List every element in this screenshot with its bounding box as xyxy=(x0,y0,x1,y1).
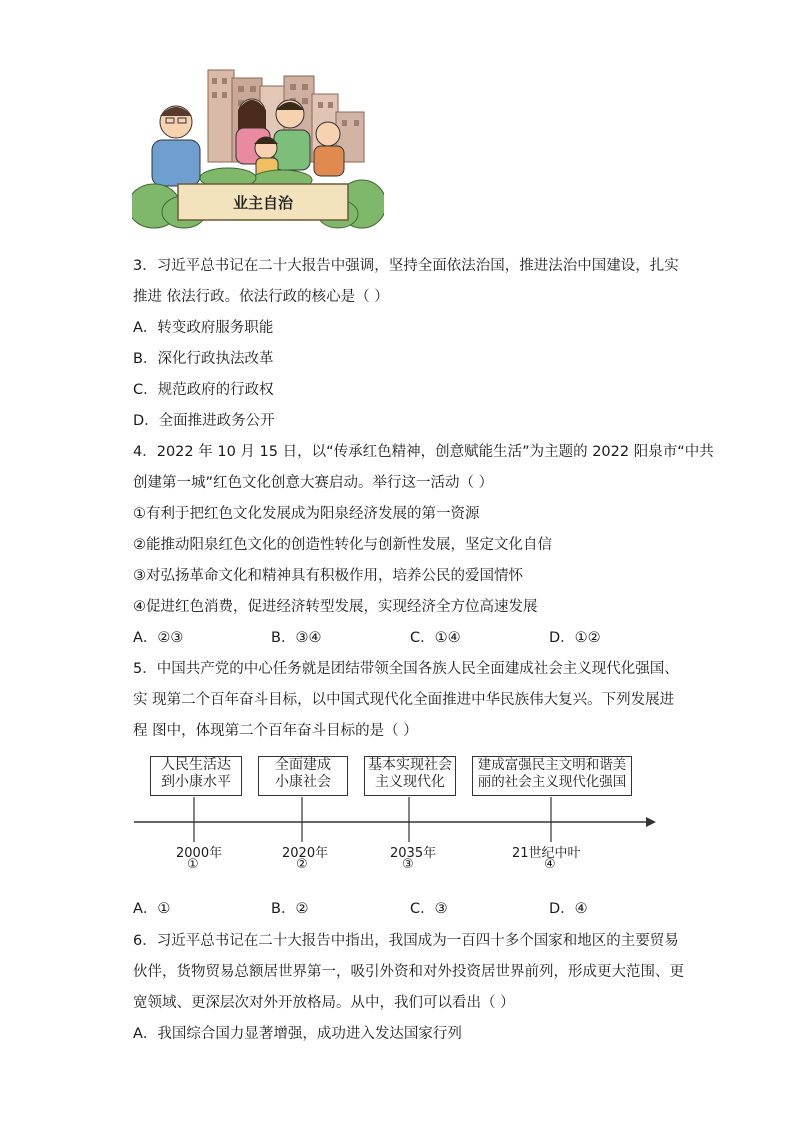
sign-text: 业主自治 xyxy=(232,194,294,212)
timeline-box-4 xyxy=(472,756,632,796)
timeline-box-3-line2: 主义现代化 xyxy=(375,774,445,790)
q6-stem-line2: 伙伴，货物贸易总额居世界第一，吸引外资和对外投资居世界前列，形成更大范围、更 xyxy=(133,964,684,980)
timeline-arrow xyxy=(646,817,656,827)
q5-stem-line2: 实 现第二个百年奋斗目标，以中国式现代化全面推进中华民族伟大复兴。下列发展进 xyxy=(133,692,675,708)
q5-stem-line1: 5．中国共产党的中心任务就是团结带领全国各族人民全面建成社会主义现代化强国、 xyxy=(133,661,679,677)
q5-option-a: A．① xyxy=(133,901,171,917)
q4-statement-2: ②能推动阳泉红色文化的创造性转化与创新性发展，坚定文化自信 xyxy=(133,537,552,553)
q5-option-b: B．② xyxy=(271,901,309,917)
timeline-box-3 xyxy=(364,756,456,796)
q4-option-d: D．①② xyxy=(549,630,601,646)
timeline-mark-4: ④ xyxy=(544,857,556,872)
q3-option-d: D．全面推进政务公开 xyxy=(133,413,275,429)
owners-self-governance-illustration xyxy=(132,64,384,230)
timeline-box-2-line1: 全面建成 xyxy=(275,757,331,773)
timeline-box-3-line1: 基本实现社会 xyxy=(368,757,452,773)
q3-stem-line2: 推进 依法行政。依法行政的核心是（ ） xyxy=(133,289,389,305)
q4-option-c: C．①④ xyxy=(410,630,461,646)
timeline-year-3: 2035年 xyxy=(390,846,437,861)
q4-statement-4: ④促进红色消费，促进经济转型发展，实现经济全方位高速发展 xyxy=(133,599,538,615)
timeline-box-2-line2: 小康社会 xyxy=(275,774,331,790)
q5-option-c: C．③ xyxy=(410,901,448,917)
q4-statement-1: ①有利于把红色文化发展成为阳泉经济发展的第一资源 xyxy=(133,506,480,522)
timeline-mark-1: ① xyxy=(187,857,199,872)
timeline-box-1-line2: 到小康水平 xyxy=(161,774,231,790)
q4-option-a: A．②③ xyxy=(133,630,184,646)
q3-stem-line1: 3．习近平总书记在二十大报告中强调，坚持全面依法治国，推进法治中国建设，扎实 xyxy=(133,258,679,274)
q4-option-b: B．③④ xyxy=(271,630,322,646)
q5-option-d: D．④ xyxy=(549,901,588,917)
timeline-year-2: 2020年 xyxy=(282,846,329,861)
timeline-year-4: 21世纪中叶 xyxy=(512,846,581,861)
timeline-box-4-line2: 丽的社会主义现代化强国 xyxy=(477,774,627,790)
q3-option-b: B．深化行政执法改革 xyxy=(133,351,274,367)
timeline-mark-3: ③ xyxy=(402,857,414,872)
timeline-box-2 xyxy=(258,756,348,796)
q4-stem-line2: 创建第一城”红色文化创意大赛启动。举行这一活动（ ） xyxy=(133,475,494,491)
q4-stem-line1: 4．2022 年 10 月 15 日，以“传承红色精神，创意赋能生活”为主题的 2022 阳泉市“中共 xyxy=(133,444,714,460)
q6-option-a: A．我国综合国力显著增强，成功进入发达国家行列 xyxy=(133,1026,462,1042)
timeline-mark-2: ② xyxy=(296,857,308,872)
timeline-box-1-line1: 人民生活达 xyxy=(161,757,231,773)
q6-stem-line1: 6．习近平总书记在二十大报告中指出，我国成为一百四十多个国家和地区的主要贸易 xyxy=(133,933,679,949)
timeline-box-4-line1: 建成富强民主文明和谐美 xyxy=(477,757,627,773)
q5-stem-line3: 程 图中，体现第二个百年奋斗目标的是（ ） xyxy=(133,723,418,739)
q6-stem-line3: 宽领域、更深层次对外开放格局。从中，我们可以看出（ ） xyxy=(133,995,515,1011)
q3-option-a: A．转变政府服务职能 xyxy=(133,320,274,336)
timeline-year-1: 2000年 xyxy=(176,846,223,861)
timeline-box-1 xyxy=(150,756,242,796)
q4-statement-3: ③对弘扬革命文化和精神具有积极作用，培养公民的爱国情怀 xyxy=(133,568,523,584)
q3-option-c: C．规范政府的行政权 xyxy=(133,382,274,398)
